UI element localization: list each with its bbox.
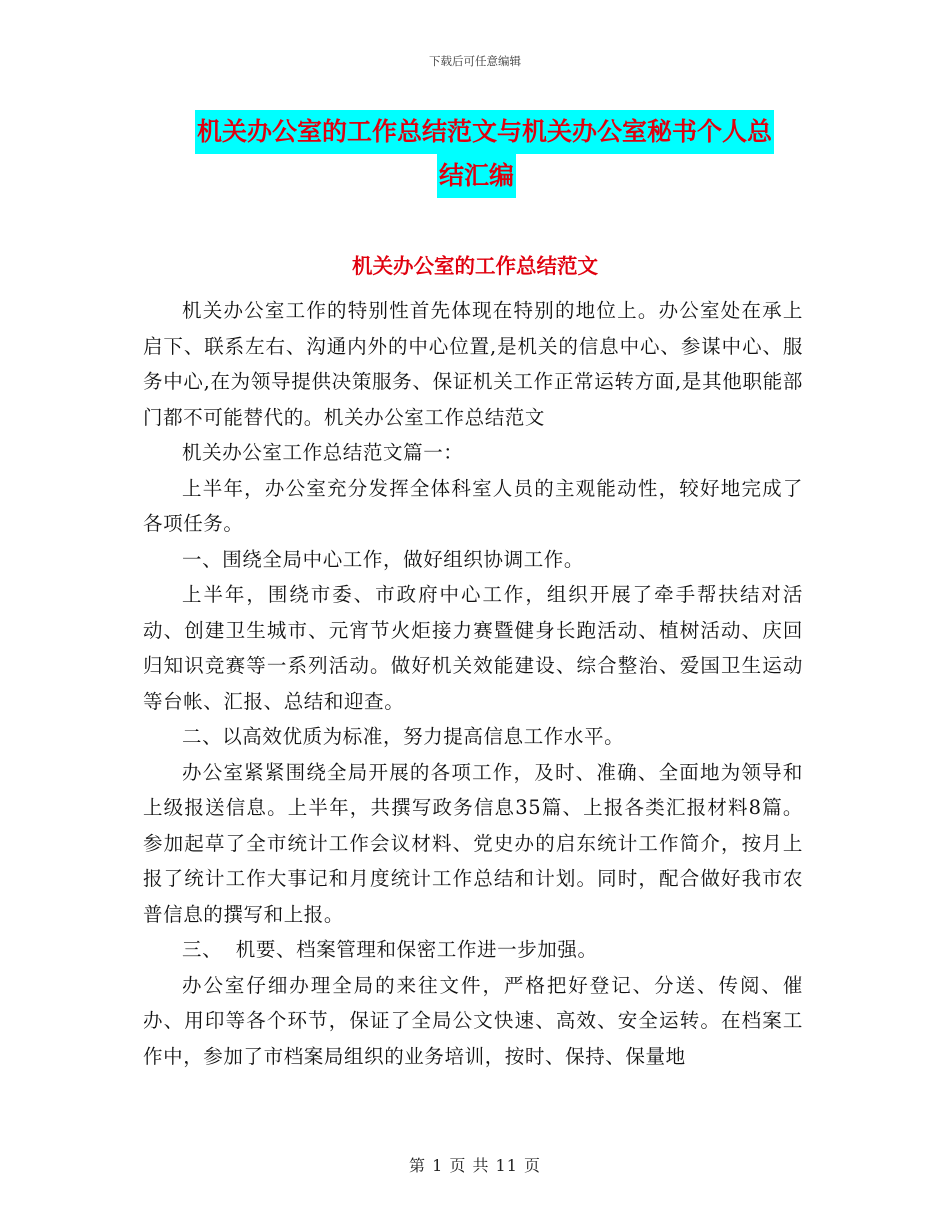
paragraph-intro: 机关办公室工作的特别性首先体现在特别的地位上。办公室处在承上启下、联系左右、沟通内外的中心位置,是机关的信息中心、参谋中心、服务中心,在为领导提供决策服务、保证机关工作正常运转方面,是其他职能部门都不可能替代的。机关办公室工作总结范文 bbox=[143, 299, 803, 429]
document-title-line-2: 结汇编 bbox=[437, 154, 516, 198]
document-title-line-1: 机关办公室的工作总结范文与机关办公室秘书个人总 bbox=[195, 110, 774, 154]
paragraph-heading-3: 三、 机要、档案管理和保密工作进一步加强。 bbox=[182, 938, 598, 961]
section-heading: 机关办公室的工作总结范文 bbox=[352, 254, 598, 278]
paragraph: 办公室仔细办理全局的来往文件，严格把好登记、分送、传阅、催办、用印等各个环节，保证了全局公文快速、高效、安全运转。在档案工作中，参加了市档案局组织的业务培训，按时、保持、保量地 bbox=[143, 973, 803, 1068]
page-header-note: 下载后可任意编辑 bbox=[429, 54, 521, 68]
paragraph: 办公室紧紧围绕全局开展的各项工作，及时、准确、全面地为领导和上级报送信息。上半年，共撰写政务信息35篇、上报各类汇报材料8篇。参加起草了全市统计工作会议材料、党史办的启东统计工作简介，按月上报了统计工作大事记和月度统计工作总结和计划。同时，配合做好我市农普信息的撰写和上报。 bbox=[143, 760, 803, 926]
document-body bbox=[143, 293, 803, 1074]
paragraph-subtitle: 机关办公室工作总结范文篇一： bbox=[182, 441, 464, 464]
paragraph-heading-1: 一、围绕全局中心工作，做好组织协调工作。 bbox=[182, 547, 585, 571]
paragraph-heading-2: 二、以高效优质为标准，努力提高信息工作水平。 bbox=[182, 725, 625, 748]
paragraph: 上半年，围绕市委、市政府中心工作，组织开展了牵手帮扶结对活动、创建卫生城市、元宵节火炬接力赛暨健身长跑活动、植树活动、庆回归知识竞赛等一系列活动。做好机关效能建设、综合整治、爱国卫生运动等台帐、汇报、总结和迎查。 bbox=[143, 583, 803, 713]
page-number-footer: 第 1 页 共 11 页 bbox=[409, 1156, 541, 1175]
paragraph: 上半年，办公室充分发挥全体科室人员的主观能动性，较好地完成了各项任务。 bbox=[143, 476, 803, 535]
